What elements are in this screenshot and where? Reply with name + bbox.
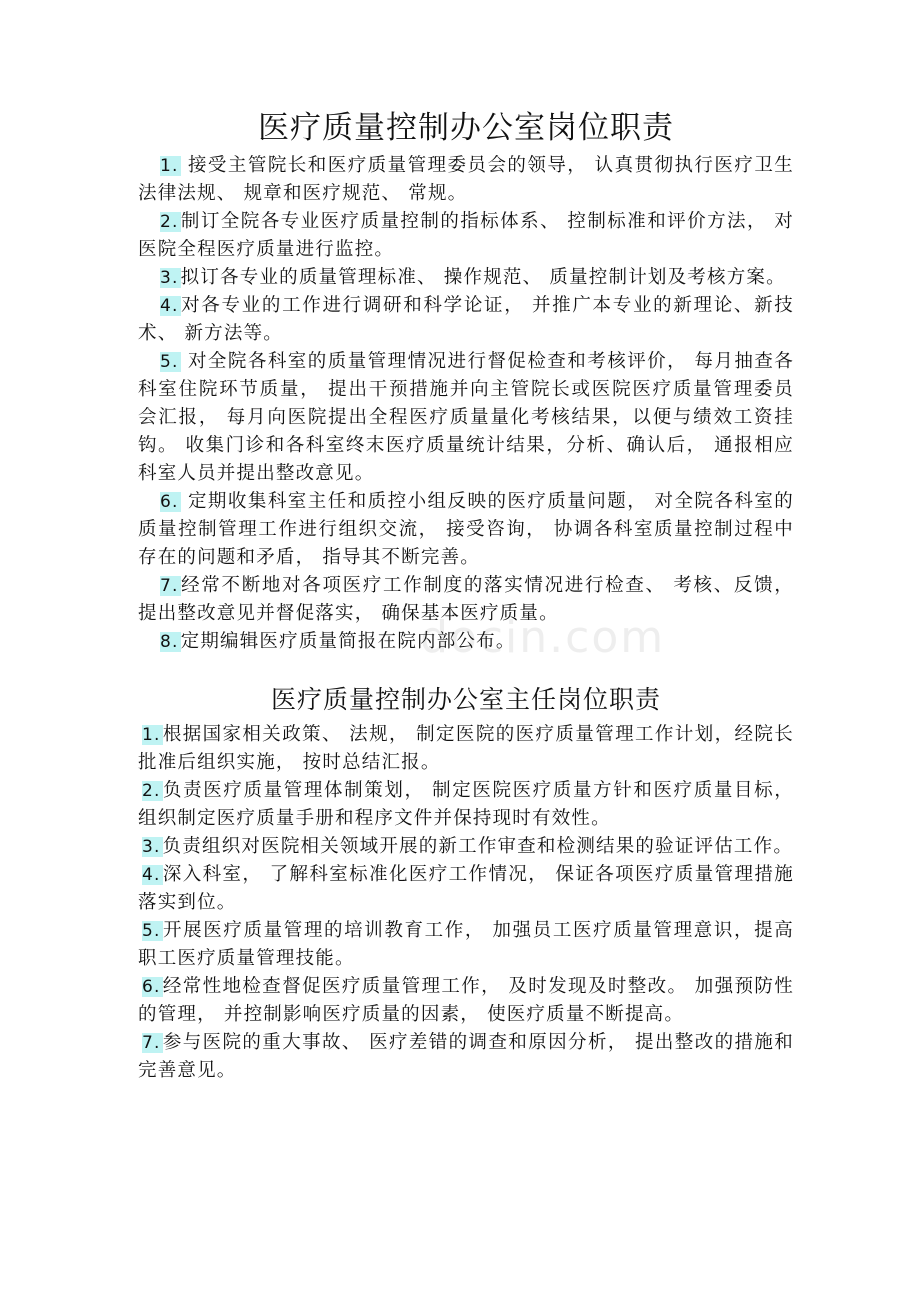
list-item [138,1029,794,1085]
list-item [138,152,794,208]
item-text: 参与医院的重大事故、 医疗差错的调查和原因分析， 提出整改的措施和完善意见。 [138,1031,794,1081]
list-item [138,721,794,777]
item-number: 7. [160,576,179,597]
list-item [138,264,794,292]
document-page [138,108,794,1085]
list-item [138,973,794,1029]
item-number: 5. [142,920,161,941]
list-item [138,628,794,656]
item-text: 负责组织对医院相关领域开展的新工作审查和检测结果的验证评估工作。 [162,835,794,857]
item-number: 2. [160,212,179,233]
item-number: 1. [142,724,161,745]
item-number: 6. [142,976,161,997]
item-number: 8. [160,632,179,653]
item-text: 定期编辑医疗质量简报在院内部公布。 [180,631,516,653]
list-item [138,292,794,348]
list-item [138,861,794,917]
item-text: 对各专业的工作进行调研和科学论证， 并推广本专业的新理论、新技术、 新方法等。 [138,295,794,345]
list-item [138,917,794,973]
item-text: 对全院各科室的质量管理情况进行督促检查和考核评价， 每月抽查各科室住院环节质量， 提出干预措施并向主管院长或医院医疗质量管理委员会汇报， 每月向医院提出全程医疗质量量化考核结果，以便与绩效工资挂钩。 收集门诊和各科室终末医疗质量统计结果，分析、确认后， 通报相应科室人员并提出整改意见。 [138,351,794,485]
item-number: 3. [160,268,179,289]
item-text: 制订全院各专业医疗质量控制的指标体系、 控制标准和评价方法， 对医院全程医疗质量进行监控。 [138,211,794,261]
list-item [138,572,794,628]
item-text: 定期收集科室主任和质控小组反映的医疗质量问题， 对全院各科室的质量控制管理工作进行组织交流， 接受咨询， 协调各科室质量控制过程中存在的问题和矛盾， 指导其不断完善。 [138,491,794,569]
item-number: 5. [160,352,179,373]
item-text: 接受主管院长和医疗质量管理委员会的领导， 认真贯彻执行医疗卫生法律法规、 规章和医疗规范、 常规。 [138,155,794,205]
item-number: 2. [142,780,161,801]
item-number: 3. [142,836,161,857]
section-office-director [138,684,794,1085]
section-quality-control-office [138,108,794,656]
item-number: 7. [142,1032,161,1053]
list-item [138,348,794,488]
section-title: 医疗质量控制办公室主任岗位职责 [270,685,661,715]
list-item [138,777,794,833]
section-title: 医疗质量控制办公室岗位职责 [258,110,674,146]
item-number: 1. [160,156,179,177]
item-text: 根据国家相关政策、 法规， 制定医院的医疗质量管理工作计划，经院长批准后组织实施， 按时总结汇报。 [138,723,794,773]
watermark: docin.com [420,612,666,663]
list-item [138,488,794,572]
item-number: 4. [160,296,179,317]
item-number: 4. [142,864,161,885]
item-text: 负责医疗质量管理体制策划， 制定医院医疗质量方针和医疗质量目标， 组织制定医疗质量手册和程序文件并保持现时有效性。 [138,779,794,829]
item-text: 经常性地检查督促医疗质量管理工作， 及时发现及时整改。 加强预防性的管理， 并控制影响医疗质量的因素， 使医疗质量不断提高。 [138,975,794,1025]
list-item [138,833,794,861]
item-number: 6. [160,492,179,513]
item-text: 深入科室， 了解科室标准化医疗工作情况， 保证各项医疗质量管理措施落实到位。 [138,863,794,913]
list-item [138,208,794,264]
item-text: 开展医疗质量管理的培训教育工作， 加强员工医疗质量管理意识，提高职工医疗质量管理技能。 [138,919,794,969]
item-text: 经常不断地对各项医疗工作制度的落实情况进行检查、 考核、反馈， 提出整改意见并督促落实， 确保基本医疗质量。 [138,575,794,625]
item-text: 拟订各专业的质量管理标准、 操作规范、 质量控制计划及考核方案。 [180,267,786,289]
